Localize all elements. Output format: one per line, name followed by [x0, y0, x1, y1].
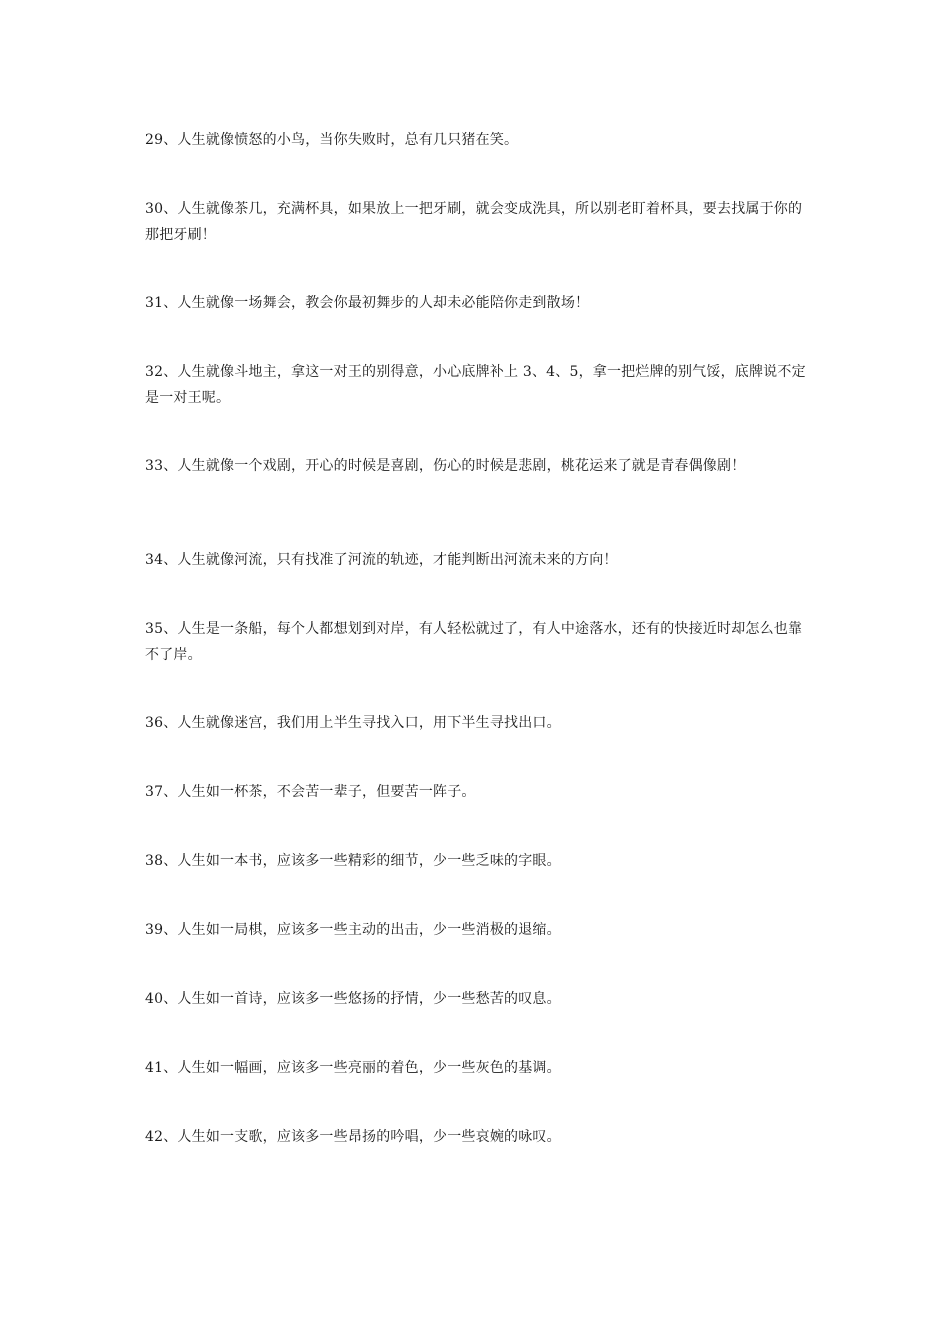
- paragraph-42: 42、人生如一支歌，应该多一些昂扬的吟唱，少一些哀婉的咏叹。: [145, 1129, 561, 1145]
- paragraph-34: 34、人生就像河流，只有找准了河流的轨迹，才能判断出河流未来的方向！: [145, 552, 618, 568]
- paragraph-41: 41、人生如一幅画，应该多一些亮丽的着色，少一些灰色的基调。: [145, 1060, 561, 1076]
- paragraph-32: 32、人生就像斗地主，拿这一对王的别得意，小心底牌补上 3、4、5，拿一把烂牌的别气馁，底牌说不定是一对王呢。: [145, 364, 806, 406]
- paragraph-30: 30、人生就像茶几，充满杯具，如果放上一把牙刷，就会变成洗具，所以别老盯着杯具，要去找属于你的那把牙刷！: [145, 201, 803, 243]
- paragraph-38: 38、人生如一本书，应该多一些精彩的细节，少一些乏味的字眼。: [145, 853, 561, 869]
- paragraph-39: 39、人生如一局棋，应该多一些主动的出击，少一些消极的退缩。: [145, 922, 561, 938]
- document-body: [145, 127, 809, 1150]
- paragraph-37: 37、人生如一杯茶，不会苦一辈子，但要苦一阵子。: [145, 784, 476, 800]
- paragraph-33: 33、人生就像一个戏剧，开心的时候是喜剧，伤心的时候是悲剧，桃花运来了就是青春偶像剧！: [145, 458, 746, 474]
- paragraph-40: 40、人生如一首诗，应该多一些悠扬的抒情，少一些愁苦的叹息。: [145, 991, 561, 1007]
- paragraph-36: 36、人生就像迷宫，我们用上半生寻找入口，用下半生寻找出口。: [145, 715, 561, 731]
- paragraph-31: 31、人生就像一场舞会，教会你最初舞步的人却未必能陪你走到散场！: [145, 295, 590, 311]
- paragraph-35: 35、人生是一条船，每个人都想划到对岸，有人轻松就过了，有人中途落水，还有的快接近时却怎么也靠不了岸。: [145, 621, 803, 663]
- paragraph-29: 29、人生就像愤怒的小鸟，当你失败时，总有几只猪在笑。: [145, 132, 519, 148]
